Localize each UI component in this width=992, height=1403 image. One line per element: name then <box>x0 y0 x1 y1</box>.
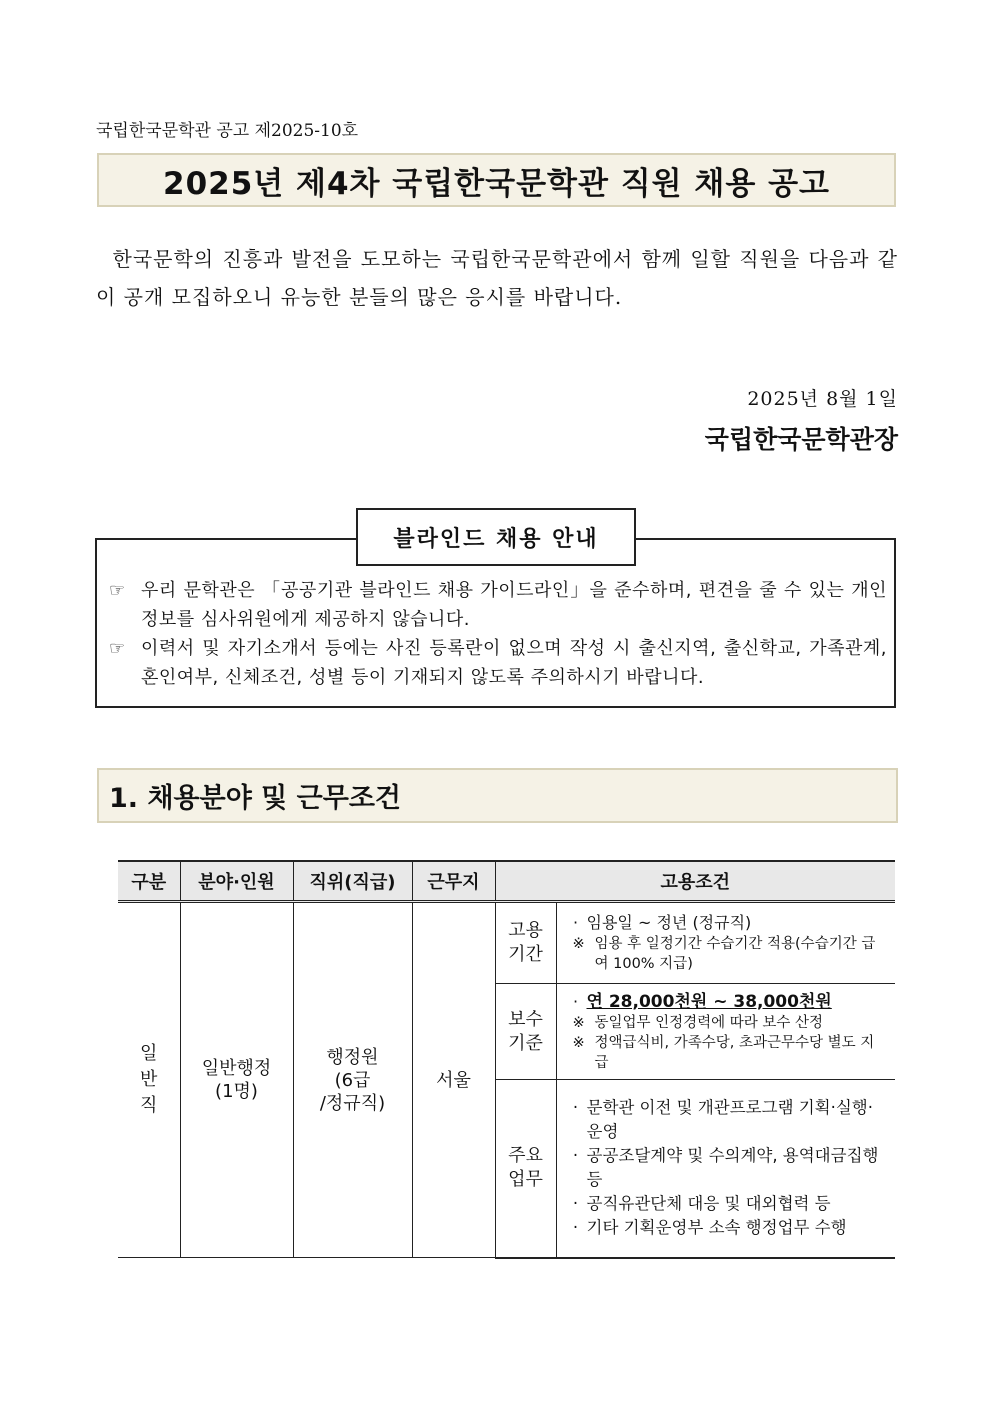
header-conditions: 고용조건 <box>495 861 895 902</box>
pointing-hand-icon: ☞ <box>109 638 126 659</box>
announcement-number: 국립한국문학관 공고 제2025-10호 <box>96 121 359 141</box>
section-heading: 1. 채용분야 및 근무조건 <box>97 768 898 823</box>
blind-notice-item: ☞ 이력서 및 자기소개서 등에는 사진 등록란이 없으며 작성 시 출신지역, 출신학교, 가족관계, 혼인여부, 신체조건, 성별 등이 기재되지 않도록 주의하시기 바랍니다. <box>109 634 887 692</box>
condition-salary: · 연 28,000천원 ~ 38,000천원 ※ 동일업무 인정경력에 따라 보수 산정 ※ 정액급식비, 가족수당, 초과근무수당 별도 지급 <box>556 984 895 1080</box>
field-cell: 일반행정 (1명) <box>180 902 293 1258</box>
intro-paragraph <box>96 240 898 316</box>
blind-notice-list <box>109 576 887 692</box>
header-position: 직위(직급) <box>293 861 412 902</box>
table-header-row <box>118 861 895 902</box>
header-field: 분야·인원 <box>180 861 293 902</box>
recruitment-table <box>118 860 895 1259</box>
issuer-signature: 국립한국문학관장 <box>704 425 898 454</box>
condition-label-employment: 고용 기간 <box>495 902 556 984</box>
blind-notice-title: 블라인드 채용 안내 <box>356 508 636 566</box>
announcement-date: 2025년 8월 1일 <box>747 388 898 410</box>
location-cell: 서울 <box>412 902 495 1258</box>
category-cell <box>118 902 180 1258</box>
salary-range: 연 28,000천원 ~ 38,000천원 <box>586 991 832 1012</box>
blind-notice-item: ☞ 우리 문학관은 「공공기관 블라인드 채용 가이드라인」을 준수하며, 편견을 줄 수 있는 개인정보를 심사위원에게 제공하지 않습니다. <box>109 576 887 634</box>
condition-label-duties: 주요 업무 <box>495 1080 556 1258</box>
page-title: 2025년 제4차 국립한국문학관 직원 채용 공고 <box>97 153 896 207</box>
condition-employment: · 임용일 ~ 정년 (정규직) ※ 임용 후 일정기간 수습기간 적용(수습기간 급여 100% 지급) <box>556 902 895 984</box>
header-location: 근무지 <box>412 861 495 902</box>
position-cell: 행정원 (6급 /정규직) <box>293 902 412 1258</box>
header-category: 구분 <box>118 861 180 902</box>
condition-duties: · 문학관 이전 및 개관프로그램 기획·실행·운영 · 공공조달계약 및 수의계약, 용역대금집행 등 · 공직유관단체 대응 및 대외협력 등 · 기타 기획운영부 소속 행정업무 수행 <box>556 1080 895 1258</box>
category-text: 일 반 직 <box>140 1043 158 1116</box>
condition-label-salary: 보수 기준 <box>495 984 556 1080</box>
intro-text: 한국문학의 진흥과 발전을 도모하는 국립한국문학관에서 함께 일할 직원을 다음과 같이 공개 모집하오니 유능한 분들의 많은 응시를 바랍니다. <box>96 247 898 309</box>
pointing-hand-icon: ☞ <box>109 580 126 601</box>
table-row <box>118 902 895 984</box>
